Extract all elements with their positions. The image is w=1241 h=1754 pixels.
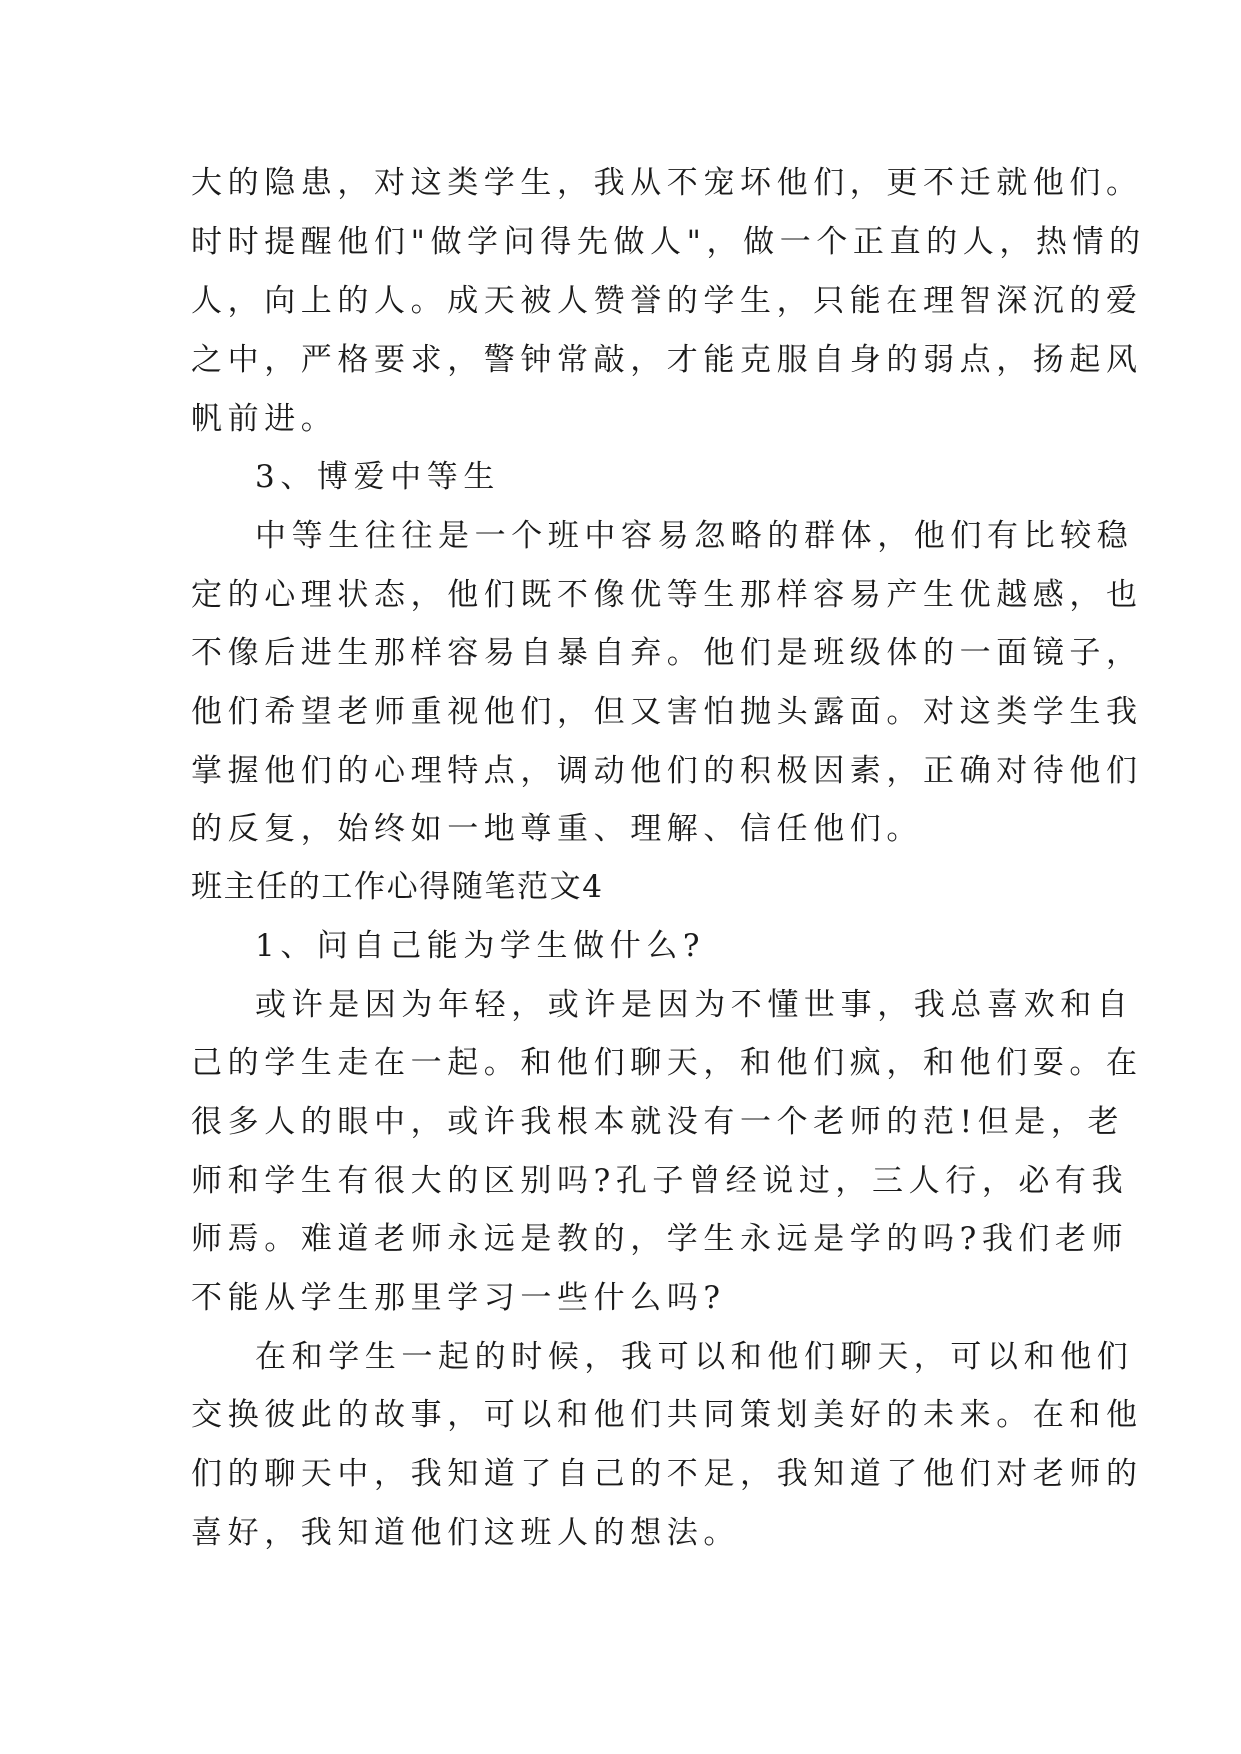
text-line: 大的隐患，对这类学生，我从不宠坏他们，更不迁就他们。 <box>191 165 1143 201</box>
text-line: 们的聊天中，我知道了自己的不足，我知道了他们对老师的 <box>191 1456 1143 1492</box>
text-line: 不像后进生那样容易自暴自弃。他们是班级体的一面镜子， <box>191 635 1143 671</box>
text-line: 不能从学生那里学习一些什么吗? <box>191 1280 726 1316</box>
text-line: 掌握他们的心理特点，调动他们的积极因素，正确对待他们 <box>191 753 1143 789</box>
text-line: 师焉。难道老师永远是教的，学生永远是学的吗?我们老师 <box>191 1221 1129 1257</box>
text-line: 喜好，我知道他们这班人的想法。 <box>191 1515 740 1551</box>
section-heading: 3、博爱中等生 <box>255 459 500 495</box>
section-heading: 1、问自己能为学生做什么? <box>255 928 706 964</box>
text-line: 己的学生走在一起。和他们聊天，和他们疯，和他们耍。在 <box>191 1045 1143 1081</box>
text-line: 人，向上的人。成天被人赞誉的学生，只能在理智深沉的爱 <box>191 283 1143 319</box>
text-line: 在和学生一起的时候，我可以和他们聊天，可以和他们 <box>255 1339 1134 1375</box>
text-line: 时时提醒他们"做学问得先做人"，做一个正直的人，热情的 <box>191 224 1146 260</box>
text-line: 中等生往往是一个班中容易忽略的群体，他们有比较稳 <box>255 518 1134 554</box>
article-title: 班主任的工作心得随笔范文4 <box>191 869 604 905</box>
text-line: 之中，严格要求，警钟常敲，才能克服自身的弱点，扬起风 <box>191 342 1143 378</box>
text-line: 定的心理状态，他们既不像优等生那样容易产生优越感，也 <box>191 577 1143 613</box>
text-line: 师和学生有很大的区别吗?孔子曾经说过，三人行，必有我 <box>191 1163 1129 1199</box>
text-line: 交换彼此的故事，可以和他们共同策划美好的未来。在和他 <box>191 1397 1143 1433</box>
text-line: 的反复，始终如一地尊重、理解、信任他们。 <box>191 811 923 847</box>
text-line: 或许是因为年轻，或许是因为不懂世事，我总喜欢和自 <box>255 987 1134 1023</box>
text-line: 很多人的眼中，或许我根本就没有一个老师的范!但是，老 <box>191 1104 1125 1140</box>
text-line: 帆前进。 <box>191 401 338 437</box>
text-line: 他们希望老师重视他们，但又害怕抛头露面。对这类学生我 <box>191 694 1143 730</box>
